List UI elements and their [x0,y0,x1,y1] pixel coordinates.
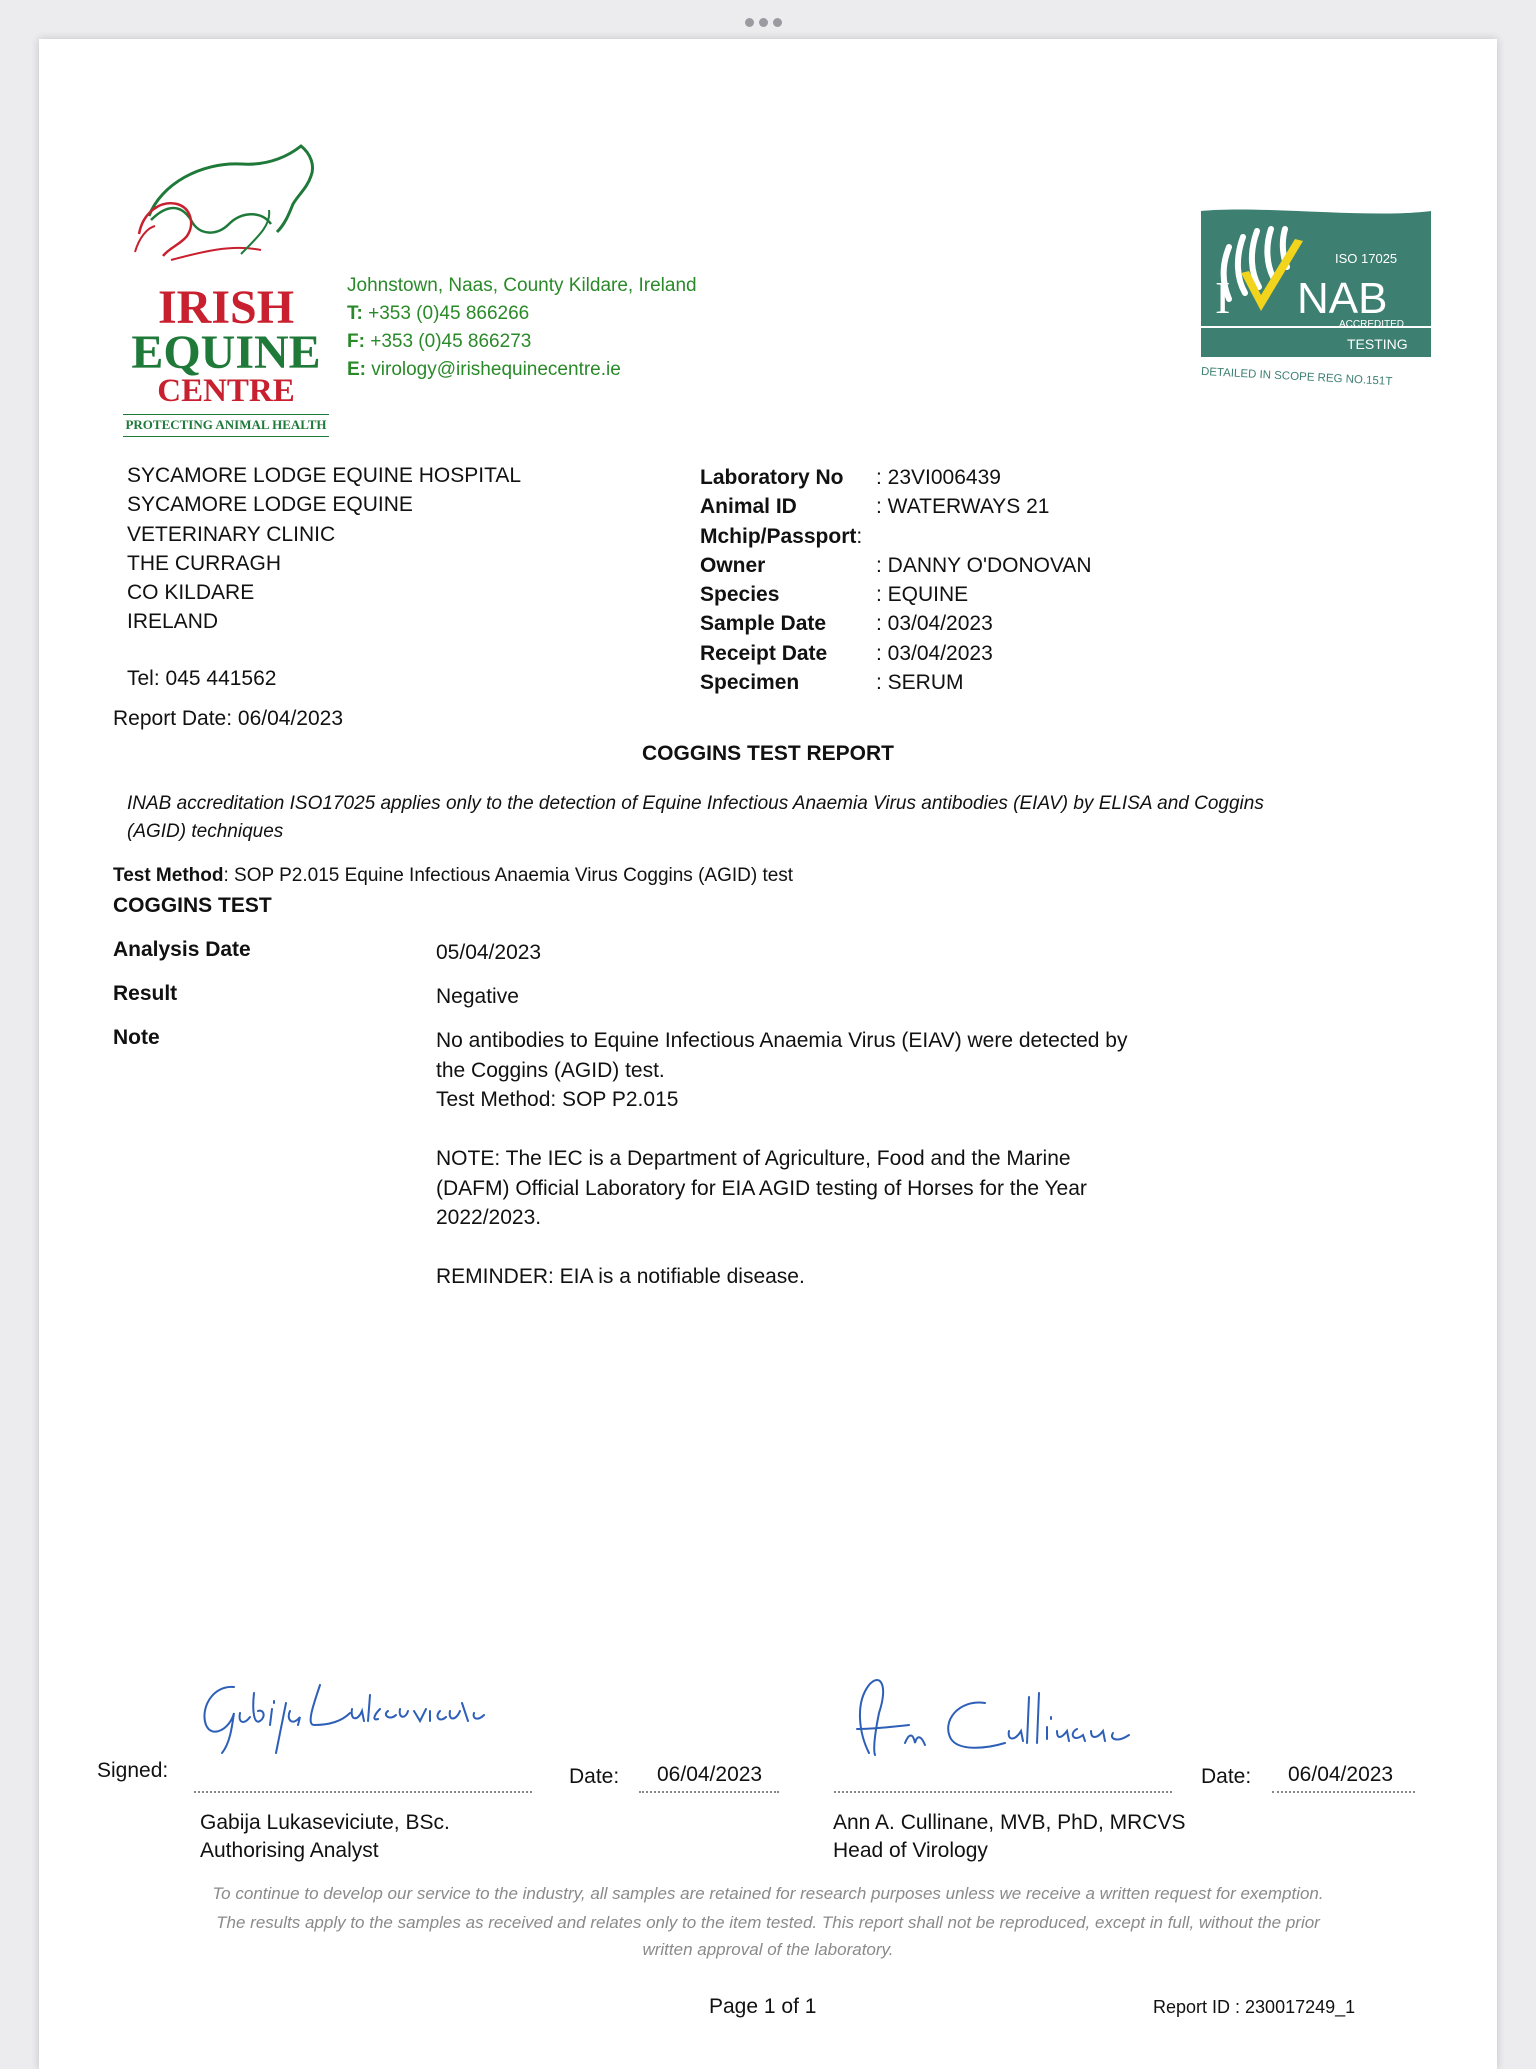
logo-divider [123,436,329,437]
date-label: Date: [1201,1765,1252,1788]
meta-key: Specimen [700,671,800,695]
irish-equine-centre-logo [121,124,331,444]
contact-fax-row [347,328,697,356]
meta-key: Laboratory No [700,466,844,489]
address-line: IRELAND [127,610,219,634]
head-name: Ann A. Cullinane, MVB, PhD, MRCVS [833,1811,1186,1834]
document-page [39,39,1497,2069]
meta-value: : WATERWAYS 21 [876,495,1050,519]
horse-logo-icon [121,124,331,264]
meta-row-laboratory-no [700,463,1092,492]
sample-metadata [700,463,1092,697]
meta-value: : 03/04/2023 [876,641,993,665]
meta-key: Receipt Date [700,641,828,665]
meta-key: Mchip/Passport [700,524,857,548]
meta-key: Animal ID [700,495,797,519]
inab-accreditation-note: INAB accreditation ISO17025 applies only to the detection of Equine Infectious Anaemia Virus antibodies (EIAV) by ELISA and Coggins (AGID) techniques [127,793,1264,842]
address-line: VETERINARY CLINIC [127,522,336,546]
analysis-date-value: 05/04/2023 [436,941,542,964]
contact-block [347,272,697,384]
analyst-role: Authorising Analyst [200,1839,379,1862]
contact-phone-row [347,300,697,328]
meta-row-mchip [700,522,1092,551]
inab-accredited: ACCREDITED [1339,319,1405,330]
analyst-signer [200,1809,450,1865]
date-line [1272,1791,1415,1793]
contact-email[interactable]: virology@irishequinecentre.ie [371,359,621,380]
meta-row-specimen [700,668,1092,697]
inab-scope: DETAILED IN SCOPE REG NO.151T [1200,365,1393,388]
fax-label: F: [347,331,365,352]
meta-value: : 03/04/2023 [876,612,993,636]
address-line: THE CURRAGH [127,551,282,575]
test-method-value: : SOP P2.015 Equine Infectious Anaemia Virus Coggins (AGID) test [223,865,794,886]
note-line: the Coggins (AGID) test. [436,1058,665,1082]
head-signature [829,1673,1149,1763]
address-line: SYCAMORE LODGE EQUINE [127,493,413,517]
signed-label: Signed: [97,1759,169,1782]
test-method-label: Test Method [113,865,224,886]
note-line: (DAFM) Official Laboratory for EIA AGID testing of Horses for the Year [436,1176,1087,1200]
head-sign-date: 06/04/2023 [1288,1763,1394,1786]
meta-value: : [856,524,863,548]
meta-row-receipt-date [700,639,1092,668]
note-label: Note [113,1026,160,1049]
analyst-sign-date: 06/04/2023 [657,1763,763,1786]
address-line: SYCAMORE LODGE EQUINE HOSPITAL [127,464,522,487]
footer-line: The results apply to the samples as received and relates only to the item tested. This report shall not be reproduced, except in full, without the prior [216,1913,1320,1932]
logo-word-irish: IRISH [157,281,295,334]
inab-testing: TESTING [1347,336,1408,352]
page-number: Page 1 of 1 [709,1995,817,2018]
logo-word-centre: CENTRE [157,373,295,409]
note-body [436,1026,1127,1292]
analyst-signature [194,1673,494,1757]
note-line: NOTE: The IEC is a Department of Agriculture, Food and the Marine [436,1147,1071,1170]
meta-key: Sample Date [700,612,827,636]
meta-key: Owner [700,553,766,577]
analyst-name: Gabija Lukaseviciute, BSc. [200,1811,450,1834]
note-line: Test Method: SOP P2.015 [436,1088,679,1111]
inab-iso: ISO 17025 [1335,251,1398,266]
contact-fax: +353 (0)45 866273 [370,331,532,352]
meta-row-species [700,580,1092,609]
report-title: COGGINS TEST REPORT [641,742,895,765]
note-line: No antibodies to Equine Infectious Anaemia Virus (EIAV) were detected by [436,1029,1128,1052]
meta-key: Species [700,583,780,607]
section-title: COGGINS TEST [113,894,272,917]
meta-value: : EQUINE [876,583,969,607]
date-label: Date: [569,1765,620,1788]
handle-dot [745,18,754,27]
footer-line: written approval of the laboratory. [642,1940,894,1959]
report-date: Report Date: 06/04/2023 [113,707,343,730]
meta-row-owner [700,551,1092,580]
meta-value: : SERUM [876,671,964,695]
contact-phone: +353 (0)45 866266 [368,303,530,324]
result-label: Result [113,982,178,1005]
window-drag-handle[interactable] [745,18,782,27]
result-value: Negative [436,985,519,1008]
handle-dot [773,18,782,27]
date-line [639,1791,779,1793]
contact-address: Johnstown, Naas, County Kildare, Ireland [347,275,697,296]
meta-row-sample-date [700,609,1092,638]
inab-accreditation-badge [1199,207,1475,397]
note-line: 2022/2023. [436,1206,542,1229]
address-line: CO KILDARE [127,581,255,605]
meta-row-animal-id [700,492,1092,521]
svg-text:I: I [1215,272,1231,323]
logo-divider [123,414,329,415]
inab-name: NAB [1297,274,1388,323]
logo-word-equine: EQUINE [131,326,321,379]
footer-line: To continue to develop our service to the industry, all samples are retained for research purposes unless we receive a written request for exemption. [212,1884,1324,1903]
head-signer [833,1809,1185,1865]
phone-label: T: [347,303,363,324]
contact-email-row [347,356,697,384]
email-label: E: [347,359,366,380]
note-line: REMINDER: EIA is a notifiable disease. [436,1265,805,1288]
client-address [127,461,521,637]
handle-dot [759,18,768,27]
client-tel: Tel: 045 441562 [127,667,277,690]
signature-line [834,1791,1172,1793]
meta-value: : DANNY O'DONOVAN [876,553,1092,577]
logo-tagline: PROTECTING ANIMAL HEALTH [125,417,327,432]
analysis-date-label: Analysis Date [113,938,251,961]
test-method [113,865,793,887]
signature-line [194,1791,532,1793]
report-id: Report ID : 230017249_1 [1153,1997,1356,2017]
inab-logo-icon [1199,207,1435,397]
meta-value: : 23VI006439 [876,466,1001,489]
head-role: Head of Virology [833,1839,988,1862]
